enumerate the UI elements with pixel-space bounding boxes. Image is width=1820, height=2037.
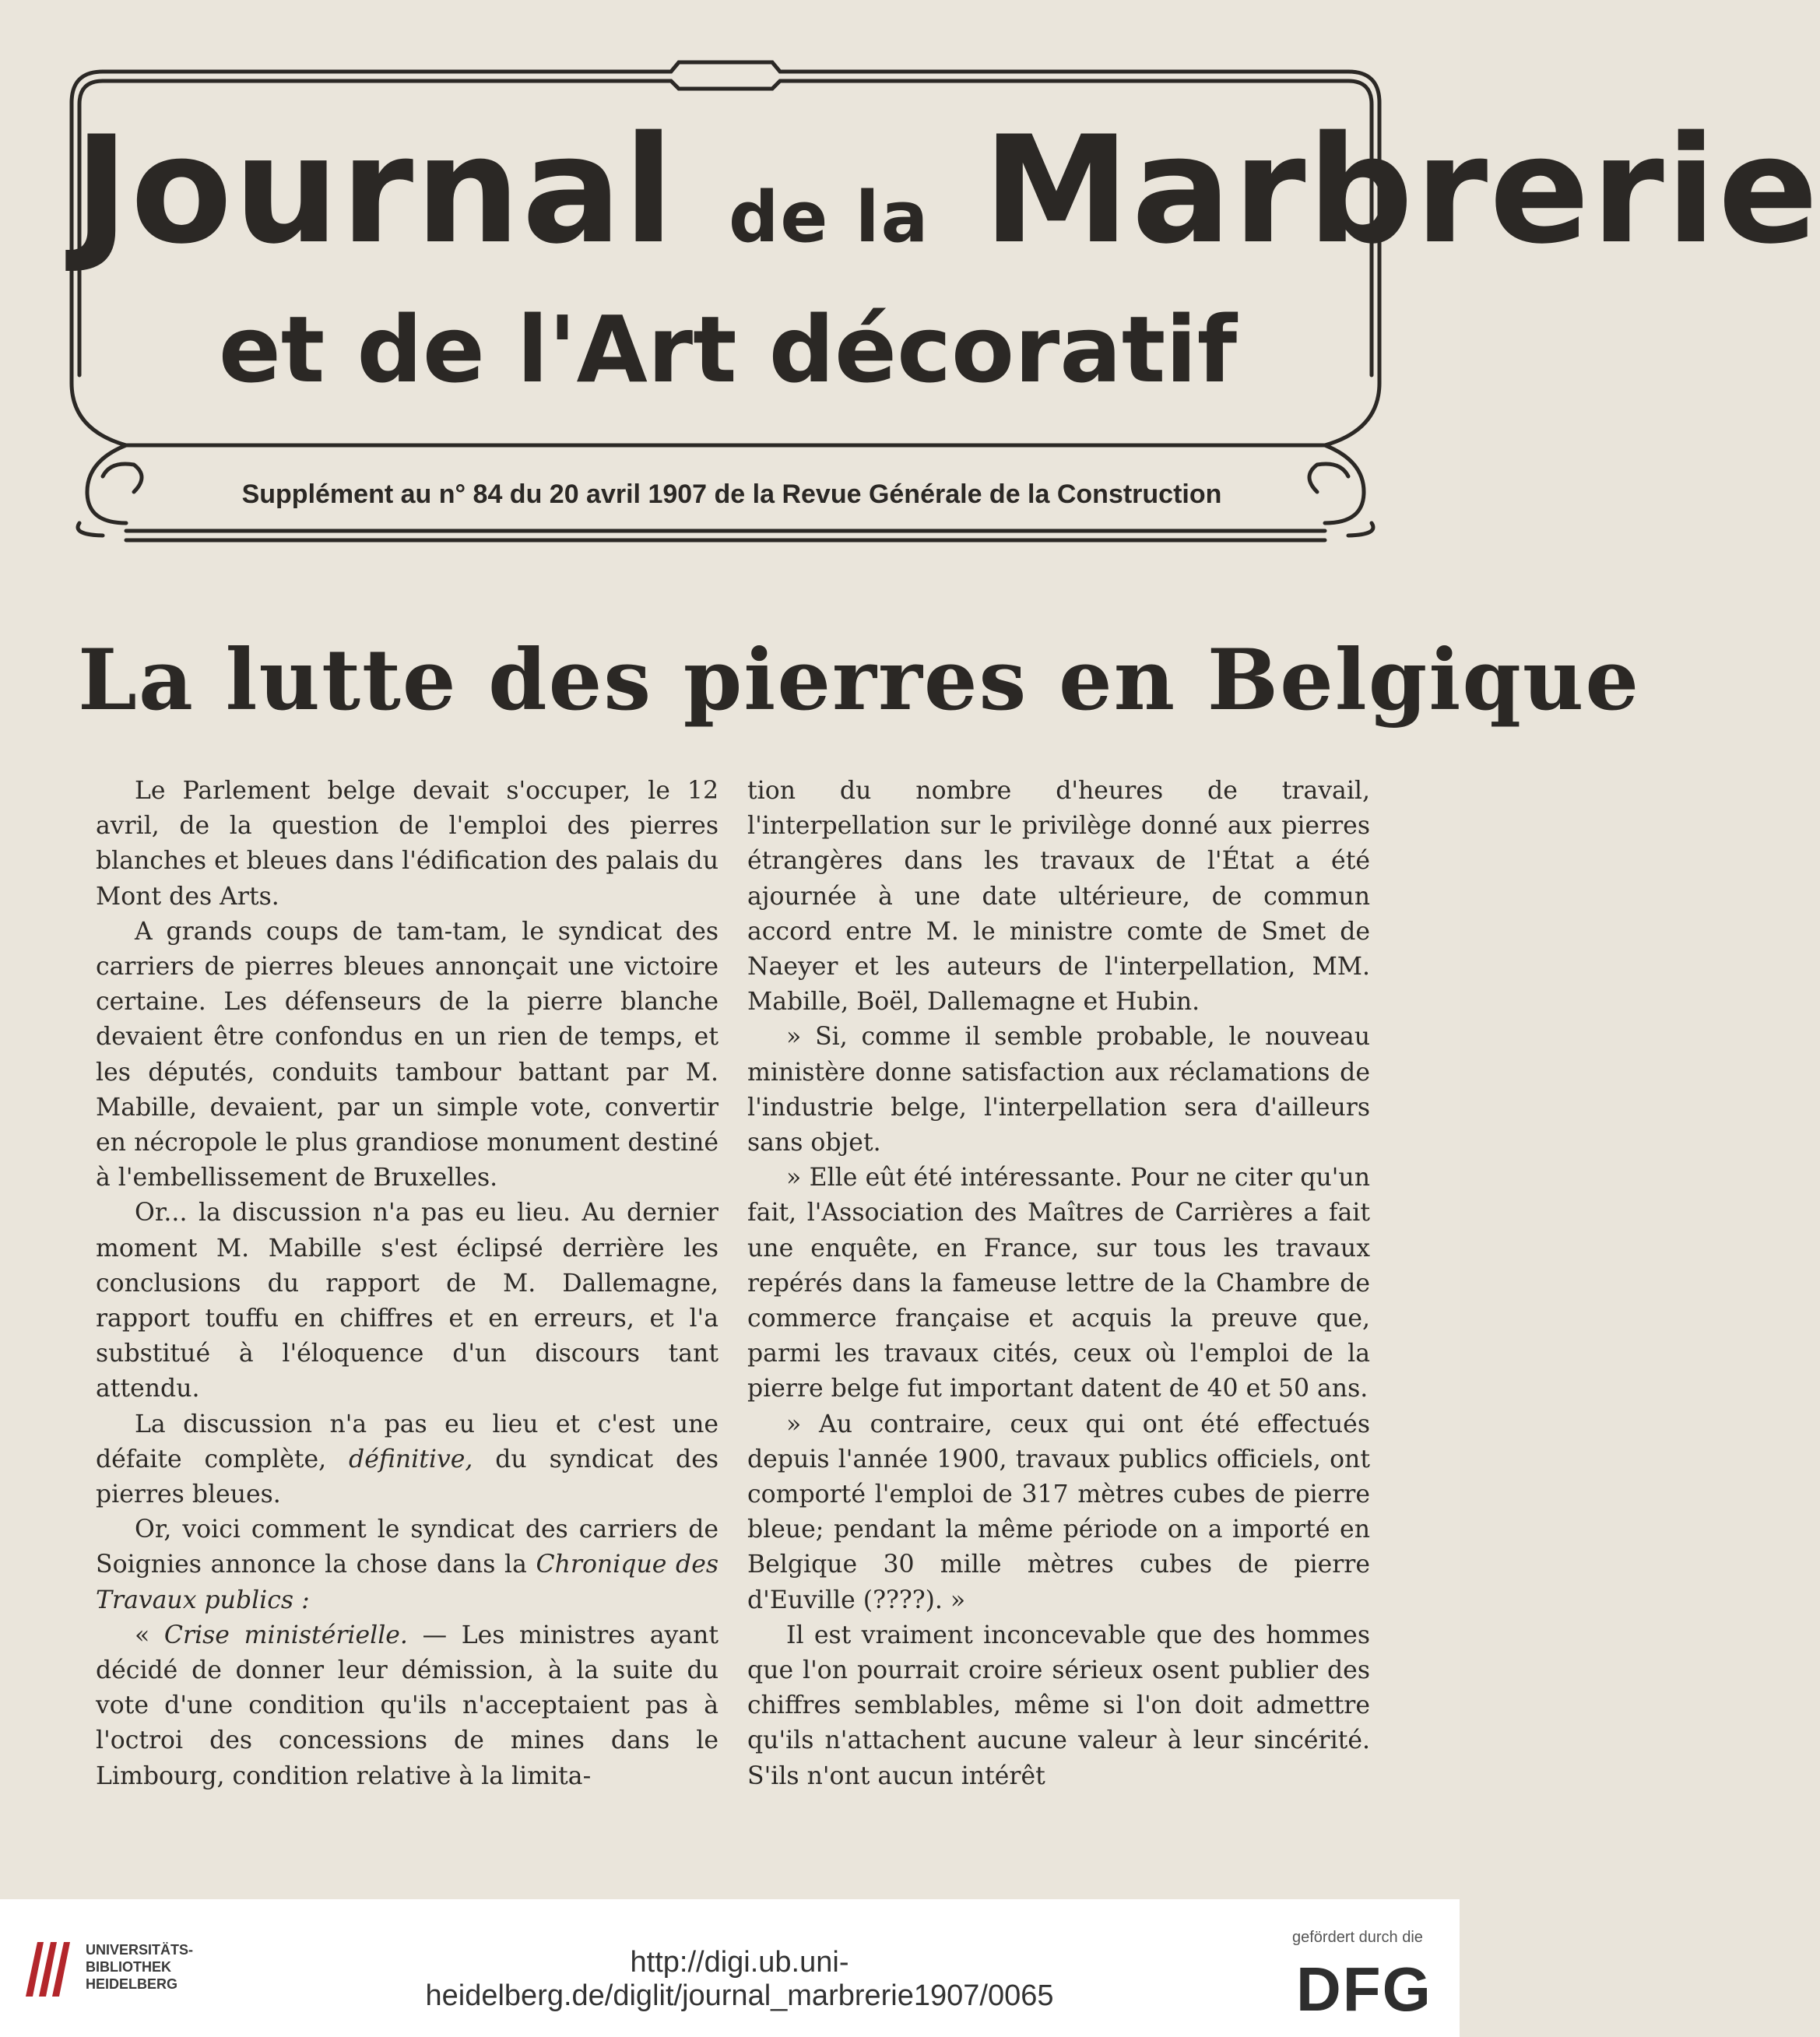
article-title: La lutte des pierres en Belgique xyxy=(78,631,1641,729)
university-library-name xyxy=(86,1941,193,1993)
library-name-line: HEIDELBERG xyxy=(86,1976,178,1992)
paragraph-text: du syndicat des pierres bleues. xyxy=(96,1445,719,1509)
funder-label: gefördert durch die xyxy=(1292,1929,1423,1946)
library-name-line: BIBLIOTHEK xyxy=(86,1959,171,1975)
paragraph: » Elle eût été intéressante. Pour ne citer qu'un fait, l'Association des Maîtres de Carrières a fait une enquête, en France, sur tous les travaux repérés dans la fameuse lettre de la Chambre de commerce française et acquis la preuve que, parmi les travaux cités, ceux où l'emploi de la pierre belge fut important datent de 40 et 50 ans. xyxy=(747,1164,1370,1403)
masthead-subtitle: et de l'Art décoratif xyxy=(218,296,1238,403)
article-left-column xyxy=(96,774,719,1794)
paragraph: A grands coups de tam-tam, le syndicat des carriers de pierres bleues annonçait une victoire certaine. Les défenseurs de la pierre blanche devaient être confondus en un rien de temps, et les députés, conduits tambour battant par M. Mabille, devaient, par un simple vote, convertir en nécropole le plus grandiose monument destiné à l'embellissement de Bruxelles. xyxy=(96,917,719,1192)
masthead-title-marbrerie: Marbrerie xyxy=(982,104,1820,276)
paragraph-emphasis: Chronique des Travaux publics : xyxy=(96,1551,719,1614)
paragraph: Or... la discussion n'a pas eu lieu. Au dernier moment M. Mabille s'est éclipsé derrière les conclusions du rapport de M. Dallemagne, rapport touffu en chiffres et en erreurs, et l'a substitué à l'éloquence d'un discours tant attendu. xyxy=(96,1199,719,1403)
masthead-title xyxy=(74,104,1820,276)
paragraph-text: La discussion n'a pas eu lieu et c'est une défaite complète, xyxy=(96,1410,719,1473)
masthead-title-de-la: de la xyxy=(728,177,930,258)
library-name-line: UNIVERSITÄTS- xyxy=(86,1942,194,1958)
paragraph: » Au contraire, ceux qui ont été effectués depuis l'année 1900, travaux publics officiels, ont comporté l'emploi de 317 mètres cubes de pierre bleue; pendant la même période on a importé en Belgique 30 mille mètres cubes de pierre d'Euville (????). » xyxy=(747,1410,1370,1614)
digital-library-url-link[interactable]: http://digi.ub.uni-heidelberg.de/diglit/journal_marbrerie1907/0065 xyxy=(425,1946,1054,2012)
paragraph: tion du nombre d'heures de travail, l'interpellation sur le privilège donné aux pierres étrangères dans les travaux de l'État a été ajournée à une date ultérieure, de commun accord entre M. le ministre comte de Smet de Naeyer et les auteurs de l'interpellation, MM. Mabille, Boël, Dallemagne et Hubin. xyxy=(747,777,1370,1017)
paragraph xyxy=(96,1618,719,1794)
paragraph-text: — Les ministres ayant décidé de donner leur démission, à la suite du vote d'une condition qu'ils n'acceptaient pas à l'octroi des concessions de mines dans le Limbourg, condition relative à la limita- xyxy=(96,1621,719,1790)
paragraph: » Si, comme il semble probable, le nouveau ministère donne satisfaction aux réclamations de l'industrie belge, l'interpellation sera d'ailleurs sans objet. xyxy=(747,1023,1370,1157)
paragraph xyxy=(96,1512,719,1618)
paragraph-emphasis: définitive, xyxy=(349,1445,473,1473)
paragraph xyxy=(96,1407,719,1513)
supplement-line: Supplément au n° 84 du 20 avril 1907 de la Revue Générale de la Construction xyxy=(241,479,1222,509)
paragraph-emphasis: Crise ministérielle. xyxy=(163,1621,408,1649)
article-right-column xyxy=(747,774,1370,1794)
paragraph: Il est vraiment inconcevable que des hommes que l'on pourrait croire sérieux osent publier des chiffres semblables, même si l'on doit admettre qu'ils n'attachent aucune valeur à leur sincérité. S'ils n'ont aucun intérêt xyxy=(747,1621,1370,1790)
masthead-title-journal: Journal xyxy=(74,104,676,276)
university-library-logo-icon xyxy=(22,1938,76,2000)
paragraph: Le Parlement belge devait s'occuper, le 12 avril, de la question de l'emploi des pierres blanches et bleues dans l'édification des palais du Mont des Arts. xyxy=(96,777,719,911)
paragraph-text: Or, voici comment le syndicat des carriers de Soignies annonce la chose dans la xyxy=(96,1515,719,1579)
paragraph-text: « xyxy=(135,1621,164,1649)
dfg-logo: DFG xyxy=(1296,1954,1432,2024)
